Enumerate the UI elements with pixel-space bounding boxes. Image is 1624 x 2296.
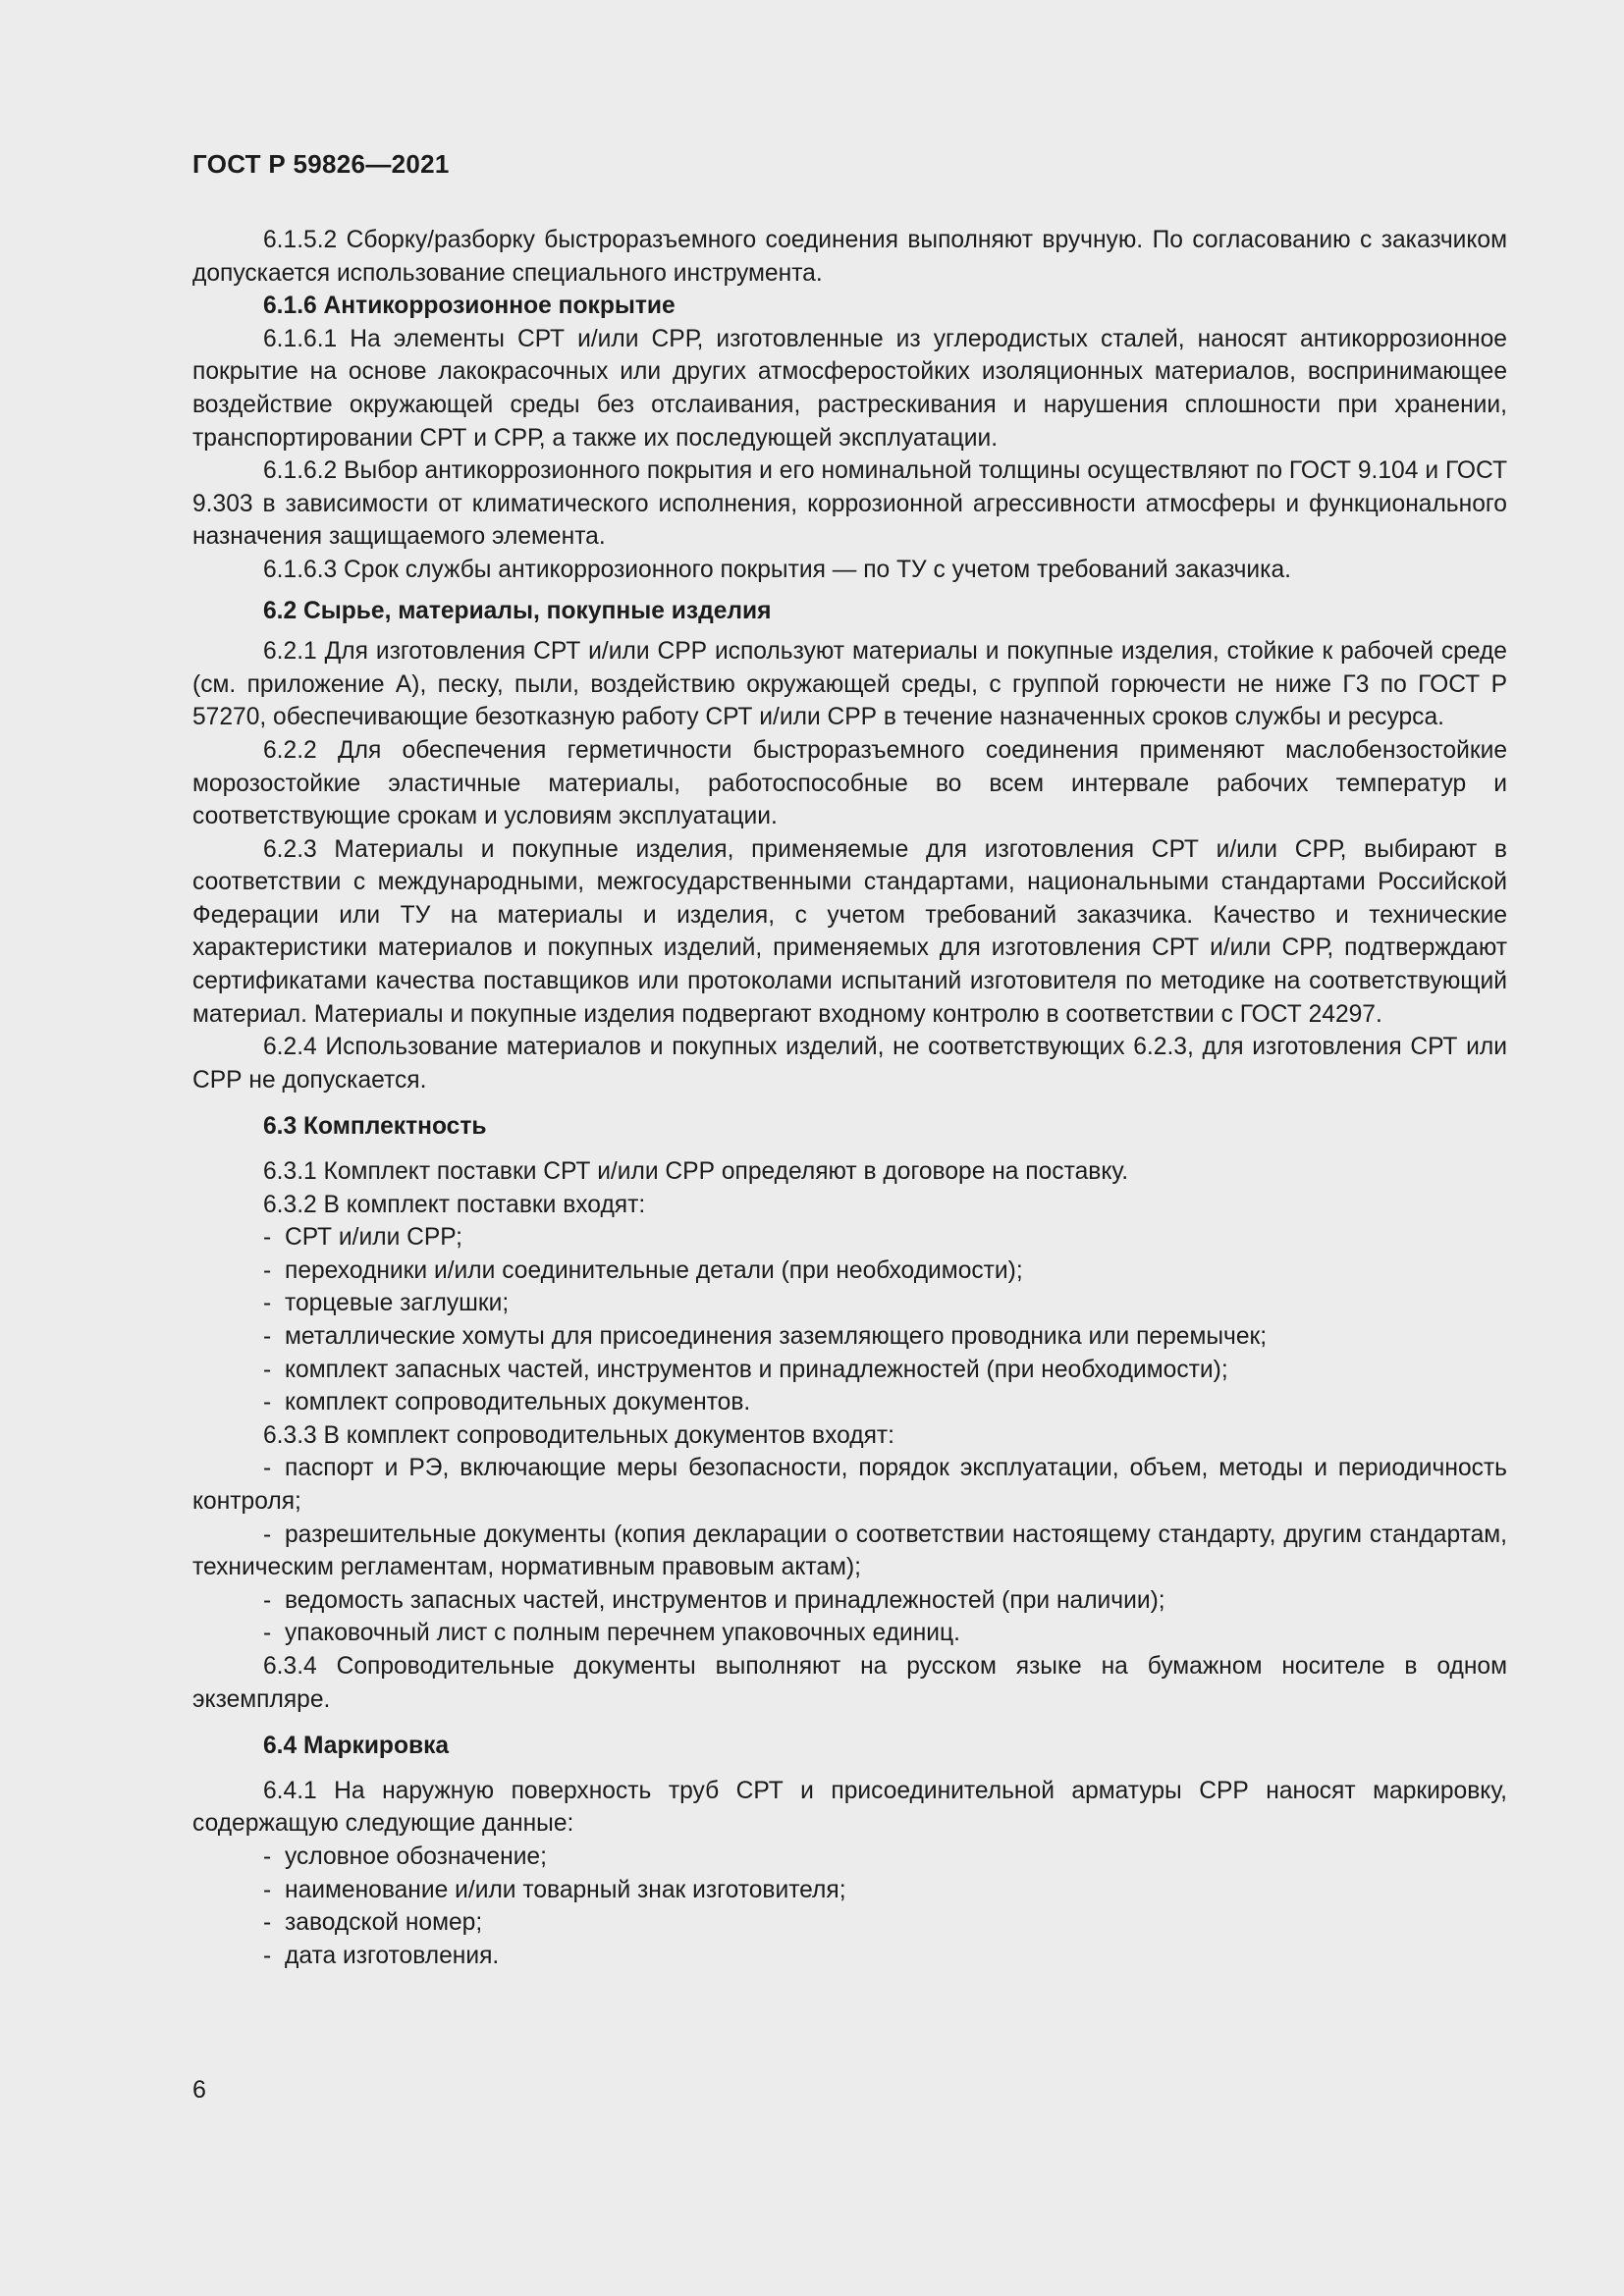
- clause-6-2-4: 6.2.4 Использование материалов и покупных изделий, не соответствующих 6.2.3, для изготовления СРТ или СРР не допускается.: [192, 1034, 1507, 1094]
- list-item-text: условное обозначение;: [285, 1842, 547, 1870]
- list-dash: -: [263, 1620, 272, 1647]
- list-dash: -: [263, 1455, 272, 1482]
- list-item: [192, 1519, 1507, 1584]
- list-item-text: ведомость запасных частей, инструментов и принадлежностей (при наличии);: [285, 1586, 1165, 1614]
- clause-6-4-1: 6.4.1 На наружную поверхность труб СРТ и присоединительной арматуры СРР наносят маркировку, содержащую следующие данные:: [192, 1777, 1507, 1838]
- list-item: [192, 1584, 1507, 1618]
- list-item: [192, 1354, 1507, 1387]
- list-item-text: заводской номер;: [285, 1909, 483, 1937]
- list-item: [192, 1874, 1507, 1907]
- list-dash: -: [263, 1842, 272, 1870]
- list-dash: -: [263, 1389, 272, 1416]
- clause-6-2-3: 6.2.3 Материалы и покупные изделия, применяемые для изготовления СРТ и/или СРР, выбирают в соответствии с международными, межгосударственными стандартами, национальными стандартами Российской Федерации или ТУ на материалы и изделия, с учетом требований заказчика. Качество и технические характеристики материалов и покупных изделий, применяемых для изготовления СРТ и/или СРР, подтверждают сертификатами качества поставщиков или протоколами испытаний изготовителя по методике на соответствующий материал. Материалы и покупные изделия подвергают входному контролю в соответствии с ГОСТ 24297.: [192, 835, 1507, 1028]
- document-code-header: ГОСТ Р 59826—2021: [192, 149, 450, 179]
- heading-6-3: 6.3 Комплектность: [263, 1113, 487, 1141]
- list-dash: -: [263, 1323, 272, 1350]
- clause-6-1-5-2: 6.1.5.2 Сборку/разборку быстроразъемного соединения выполняют вручную. По согласованию с заказчиком допускается использование специального инструмента.: [192, 227, 1507, 287]
- list-item-text: металлические хомуты для присоединения заземляющего проводника или перемычек;: [285, 1323, 1268, 1350]
- document-body: [192, 224, 1507, 1972]
- clause-6-2-1: 6.2.1 Для изготовления СРТ и/или СРР используют материалы и покупные изделия, стойкие к рабочей среде (см. приложение А), песку, пыли, воздействию окружающей среды, с группой горючести не ниже Г3 по ГОСТ Р 57270, обеспечивающие безотказную работу СРТ и/или СРР в течение назначенных сроков службы и ресурса.: [192, 638, 1507, 731]
- clause-6-1-6-2: 6.1.6.2 Выбор антикоррозионного покрытия и его номинальной толщины осуществляют по ГОСТ 9.104 и ГОСТ 9.303 в зависимости от климатического исполнения, коррозионной агрессивности атмосферы и функционального назначения защищаемого элемента.: [192, 457, 1507, 551]
- list-dash: -: [263, 1876, 272, 1903]
- heading-6-2: 6.2 Сырье, материалы, покупные изделия: [263, 597, 772, 624]
- list-item-text: торцевые заглушки;: [285, 1290, 510, 1317]
- clause-6-3-1: 6.3.1 Комплект поставки СРТ и/или СРР определяют в договоре на поставку.: [263, 1158, 1129, 1186]
- heading-6-4: 6.4 Маркировка: [263, 1733, 450, 1760]
- list-item: [192, 1940, 1507, 1973]
- list-item-text: упаковочный лист с полным перечнем упаковочных единиц.: [285, 1620, 960, 1647]
- list-dash: -: [263, 1256, 272, 1284]
- clause-6-3-2: 6.3.2 В комплект поставки входят:: [263, 1191, 646, 1218]
- list-item: [192, 1221, 1507, 1255]
- list-dash: -: [263, 1290, 272, 1317]
- list-item-text: дата изготовления.: [285, 1942, 500, 1969]
- list-dash: -: [263, 1942, 272, 1969]
- list-item-text: паспорт и РЭ, включающие меры безопасности, порядок эксплуатации, объем, методы и периодичность контроля;: [192, 1455, 1507, 1515]
- heading-6-1-6: 6.1.6 Антикоррозионное покрытие: [263, 293, 676, 320]
- list-item-text: комплект запасных частей, инструментов и принадлежностей (при необходимости);: [285, 1356, 1228, 1383]
- list-item-text: комплект сопроводительных документов.: [285, 1389, 751, 1416]
- list-item: [192, 1617, 1507, 1650]
- clause-6-1-6-1: 6.1.6.1 На элементы СРТ и/или СРР, изготовленные из углеродистых сталей, наносят антикоррозионное покрытие на основе лакокрасочных или других атмосферостойких изоляционных материалов, воспринимающее воздействие окружающей среды без отслаивания, растрескивания и нарушения сплошности при хранении, транспортировании СРТ и СРР, а также их последующей эксплуатации.: [192, 325, 1507, 452]
- clause-6-3-3: 6.3.3 В комплект сопроводительных документов входят:: [263, 1421, 895, 1449]
- list-item: [192, 1841, 1507, 1874]
- list-item-text: переходники и/или соединительные детали (при необходимости);: [285, 1256, 1023, 1284]
- list-item: [192, 1452, 1507, 1518]
- list-dash: -: [263, 1909, 272, 1937]
- list-item: [192, 1320, 1507, 1354]
- list-item: [192, 1287, 1507, 1320]
- clause-6-1-6-3: 6.1.6.3 Срок службы антикоррозионного покрытия — по ТУ с учетом требований заказчика.: [263, 556, 1291, 583]
- list-item-text: наименование и/или товарный знак изготовителя;: [285, 1876, 846, 1903]
- clause-6-3-4: 6.3.4 Сопроводительные документы выполняют на русском языке на бумажном носителе в одном экземпляре.: [192, 1652, 1507, 1713]
- list-item: [192, 1906, 1507, 1940]
- list-dash: -: [263, 1356, 272, 1383]
- list-item: [192, 1386, 1507, 1419]
- list-item-text: СРТ и/или СРР;: [285, 1224, 463, 1252]
- list-dash: -: [263, 1224, 272, 1252]
- clause-6-2-2: 6.2.2 Для обеспечения герметичности быстроразъемного соединения применяют маслобензостойкие морозостойкие эластичные материалы, работоспособные во всем интервале рабочих температур и соответствующие срокам и условиям эксплуатации.: [192, 736, 1507, 830]
- list-dash: -: [263, 1586, 272, 1614]
- list-item: [192, 1255, 1507, 1288]
- page-number: 6: [192, 2076, 206, 2104]
- list-dash: -: [263, 1521, 272, 1548]
- list-item-text: разрешительные документы (копия декларации о соответствии настоящему стандарту, другим стандартам, техническим регламентам, нормативным правовым актам);: [192, 1521, 1507, 1581]
